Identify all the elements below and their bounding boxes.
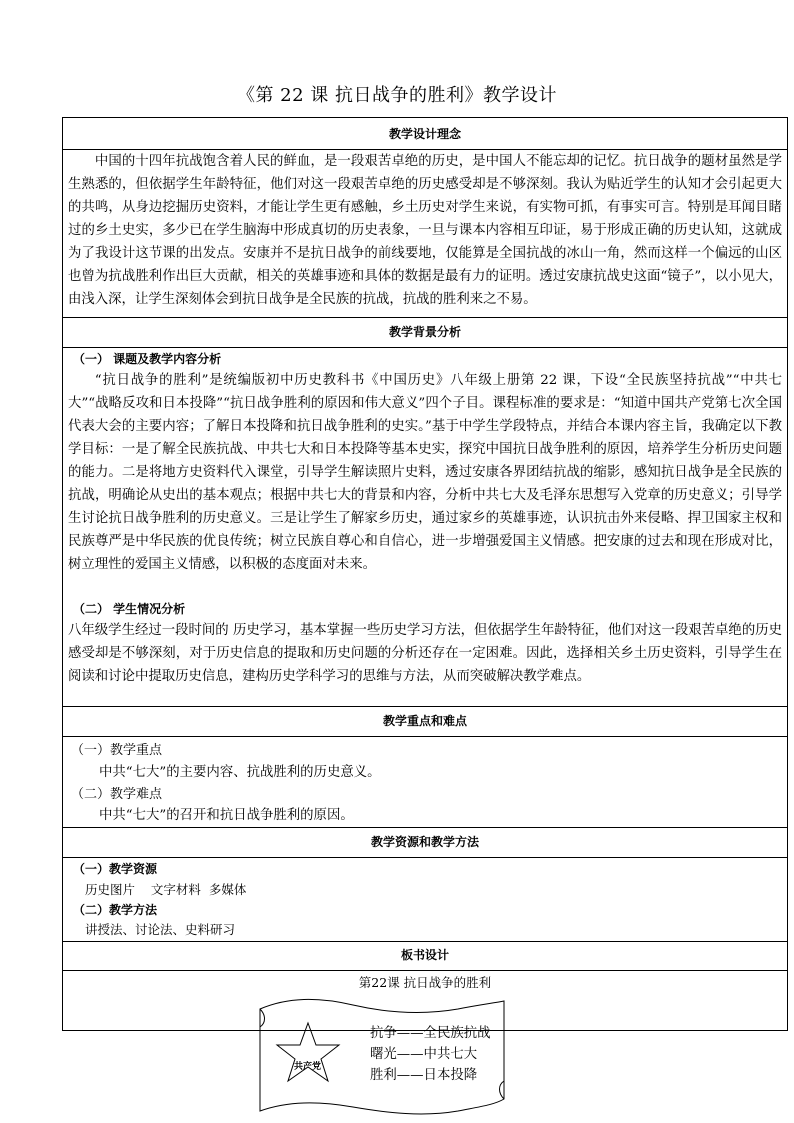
- star-label: 共产党: [294, 1062, 322, 1072]
- methods-title: （二）教学方法: [73, 903, 158, 917]
- focus-text: 中共“七大”的主要内容、抗战胜利的历史意义。: [99, 765, 381, 780]
- resources-title: （一）教学资源: [73, 862, 158, 876]
- concept-heading: 教学设计理念: [388, 127, 461, 141]
- divider: [63, 317, 787, 318]
- divider: [63, 706, 787, 707]
- lesson-plan-table: [62, 117, 788, 1031]
- board-line-3: 胜利——日本投降: [370, 1068, 478, 1083]
- difficulty-text: 中共“七大”的召开和抗日战争胜利的原因。: [99, 808, 354, 823]
- divider: [63, 941, 787, 942]
- board-line-1: 抗争——全民族抗战: [370, 1026, 491, 1041]
- board-heading: 板书设计: [400, 948, 449, 962]
- concept-text: 中国的十四年抗战饱含着人民的鲜血，是一段艰苦卓绝的历史，是中国人不能忘却的记忆。抗日战争的题材虽然是学生熟悉的，但依据学生年龄特征，他们对这一段艰苦卓绝的历史感受却是不够深刻。我认为贴近学生的认知才会引起更大的共鸣，从身边挖掘历史资料，才能让学生更有感触，乡土历史对学生来说，有实物可抓，有事实可言。特别是耳闻目睹过的乡土史实，多少已在学生脑海中形成真切的历史表象，一旦与课本内容相互印证，易于形成正确的历史认知，这就成为了我设计这节课的出发点。安康并不是抗日战争的前线要地，仅能算是全国抗战的冰山一角，然而这样一个偏远的山区也曾为抗战胜利作出巨大贡献，相关的英雄事迹和具体的数据是最有力的证明。透过安康抗战史这面“镜子”，以小见大，由浅入深，让学生深刻体会到抗日战争是全民族的抗战，抗战的胜利来之不易。: [68, 154, 782, 307]
- subject-analysis-text: “抗日战争的胜利”是统编版初中历史教科书《中国历史》八年级上册第 22 课，下设“全民族坚持抗战”“中共七大”“战略反攻和日本投降”“抗日战争胜利的原因和伟大意义”四个子目。课程标准的要求是：“知道中国共产党第七次全国代表大会的主要内容；了解日本投降和抗日战争胜利的史实。”基于中学生学段特点，并结合本课内容主旨，我确定以下教学目标：一是了解全民族抗战、中共七大和日本投降等基本史实，探究中国抗日战争胜利的原因，培养学生分析历史问题的能力。二是将地方史资料代入课堂，引导学生解读照片史料，透过安康各界团结抗战的缩影，感知抗日战争是全民族的抗战，明确论从史出的基本观点；根据中共七大的背景和内容，分析中共七大及毛泽东思想写入党章的历史意义；引导学生讨论抗日战争胜利的历史意义。三是让学生了解家乡历史，通过家乡的英雄事迹，认识抗击外来侵略、捍卫国家主权和民族尊严是中华民族的优良传统；树立民族自尊心和自信心，进一步增强爱国主义情感。把安康的过去和现在形成对比，树立理性的爱国主义情感，以积极的态度面对未来。: [68, 373, 782, 572]
- board-lesson-title: 第22课 抗日战争的胜利: [358, 975, 492, 990]
- divider: [63, 857, 787, 858]
- board-line-2: 曙光——中共七大: [370, 1047, 478, 1062]
- student-analysis-text: 八年级学生经过一段时间的 历史学习，基本掌握一些历史学习方法，但依据学生年龄特征，他们对这一段艰苦卓绝的历史感受却是不够深刻，对于历史信息的提取和历史问题的分析还存在一定困难。因此，选择相关乡土历史资料，引导学生在阅读和讨论中提取历史信息，建构历史学科学习的思维与方法，从而突破解决教学难点。: [68, 623, 782, 684]
- resources-heading: 教学资源和教学方法: [370, 835, 479, 849]
- page-title: 《第 22 课 抗日战争的胜利》教学设计: [236, 85, 558, 106]
- focus-title: （一）教学重点: [71, 743, 163, 758]
- resources-text: 历史图片 文字材料 多媒体: [85, 882, 247, 897]
- background-heading: 教学背景分析: [388, 325, 461, 339]
- divider: [63, 736, 787, 737]
- student-analysis-title: （二） 学生情况分析: [73, 602, 186, 616]
- key-heading: 教学重点和难点: [382, 714, 467, 728]
- subject-analysis-title: （一） 课题及教学内容分析: [73, 352, 222, 366]
- divider: [63, 827, 787, 828]
- methods-text: 讲授法、讨论法、史料研习: [85, 922, 236, 937]
- difficulty-title: （二）教学难点: [71, 787, 163, 802]
- divider: [63, 970, 787, 971]
- divider: [63, 347, 787, 348]
